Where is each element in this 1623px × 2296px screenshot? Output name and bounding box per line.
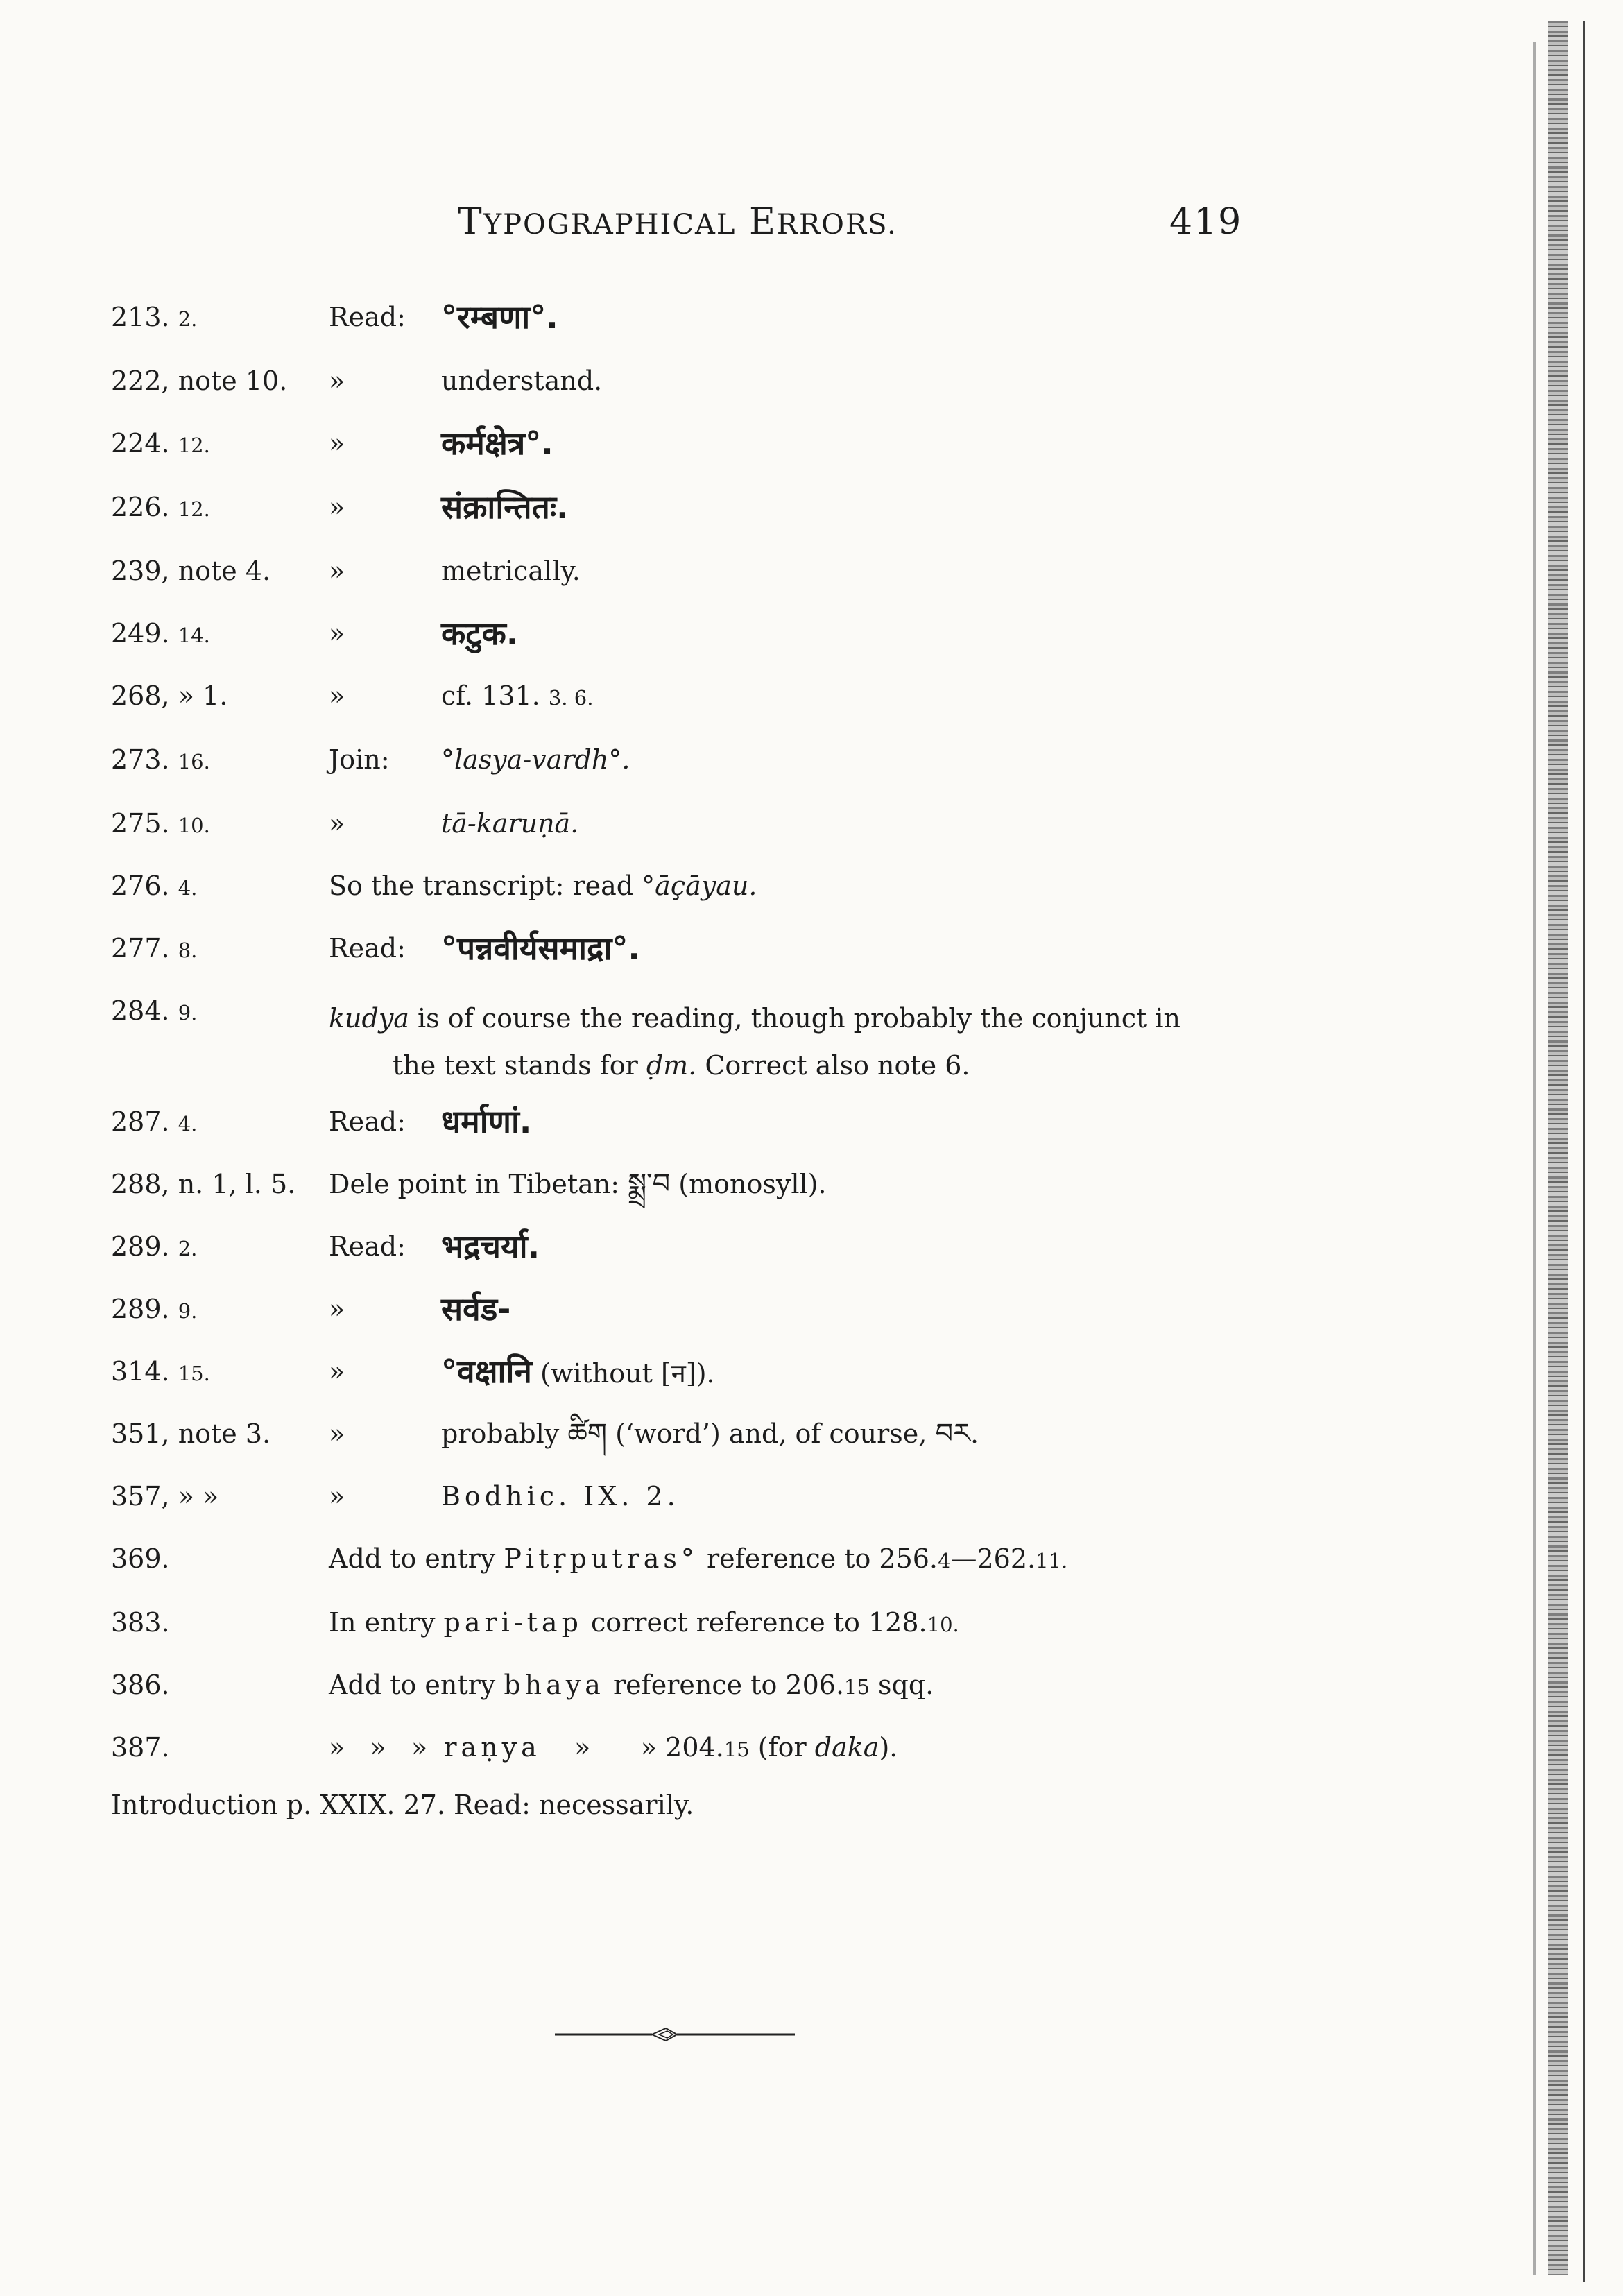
scan-edge-line (1583, 21, 1585, 2282)
page-number: 419 (1169, 201, 1243, 243)
end-ornament (555, 2024, 795, 2045)
book-page: TYPOGRAPHICAL ERRORS. 419 213. 2. Read: °रम्बणा°. 222, note 10. » understand. 224. 12. » कर्मक्षेत्र°. 226. 12. » संक्रान्तितः. 239, note 4. » metrically. 249. 14. » कटुक. 268, » 1. » cf. 131. 3. 6. 273. 16. Join: °lasya-vardh°. 275. 10. » tā-karuṇā. 276. 4. So the transcript: read °āçāyau. 277. 8. Read: °पन्नवीर्यसमाद्रा°. 284. 9. kudya is of course the reading, though probably the conjunct in the text stands for ḍm. Correct also note 6. 287. 4. Read: धर्माणां. 288, n. 1, l. 5. Dele point in Tibetan: སྨྲ་བ (monosyll). 289. 2. Read: भद्रचर्या. 289. 9. » सर्वड- 314. 15. » °वक्षानि (without [न]). 351, note 3. » probably ཚིག (‘word’) and, of course, བར. 357, » » » Bodhic. IX. 2. 369. Add to entry Pitṛputras° reference to 256.4—262.11. 383. In entry pari-tap correct reference to 128.10. 386. Add to entry bhaya reference to 206.15 sqq. 387. » » » raṇya » » 204.15 (for daka). Introduction p. XXIX. 27. Read: necessarily. (0, 0, 1623, 2296)
scan-shadow (1533, 42, 1536, 2275)
scan-edge (1548, 21, 1568, 2275)
introduction-erratum: Introduction p. XXIX. 27. Read: necessarily. (111, 1790, 694, 1820)
running-head: TYPOGRAPHICAL ERRORS. (458, 201, 898, 243)
